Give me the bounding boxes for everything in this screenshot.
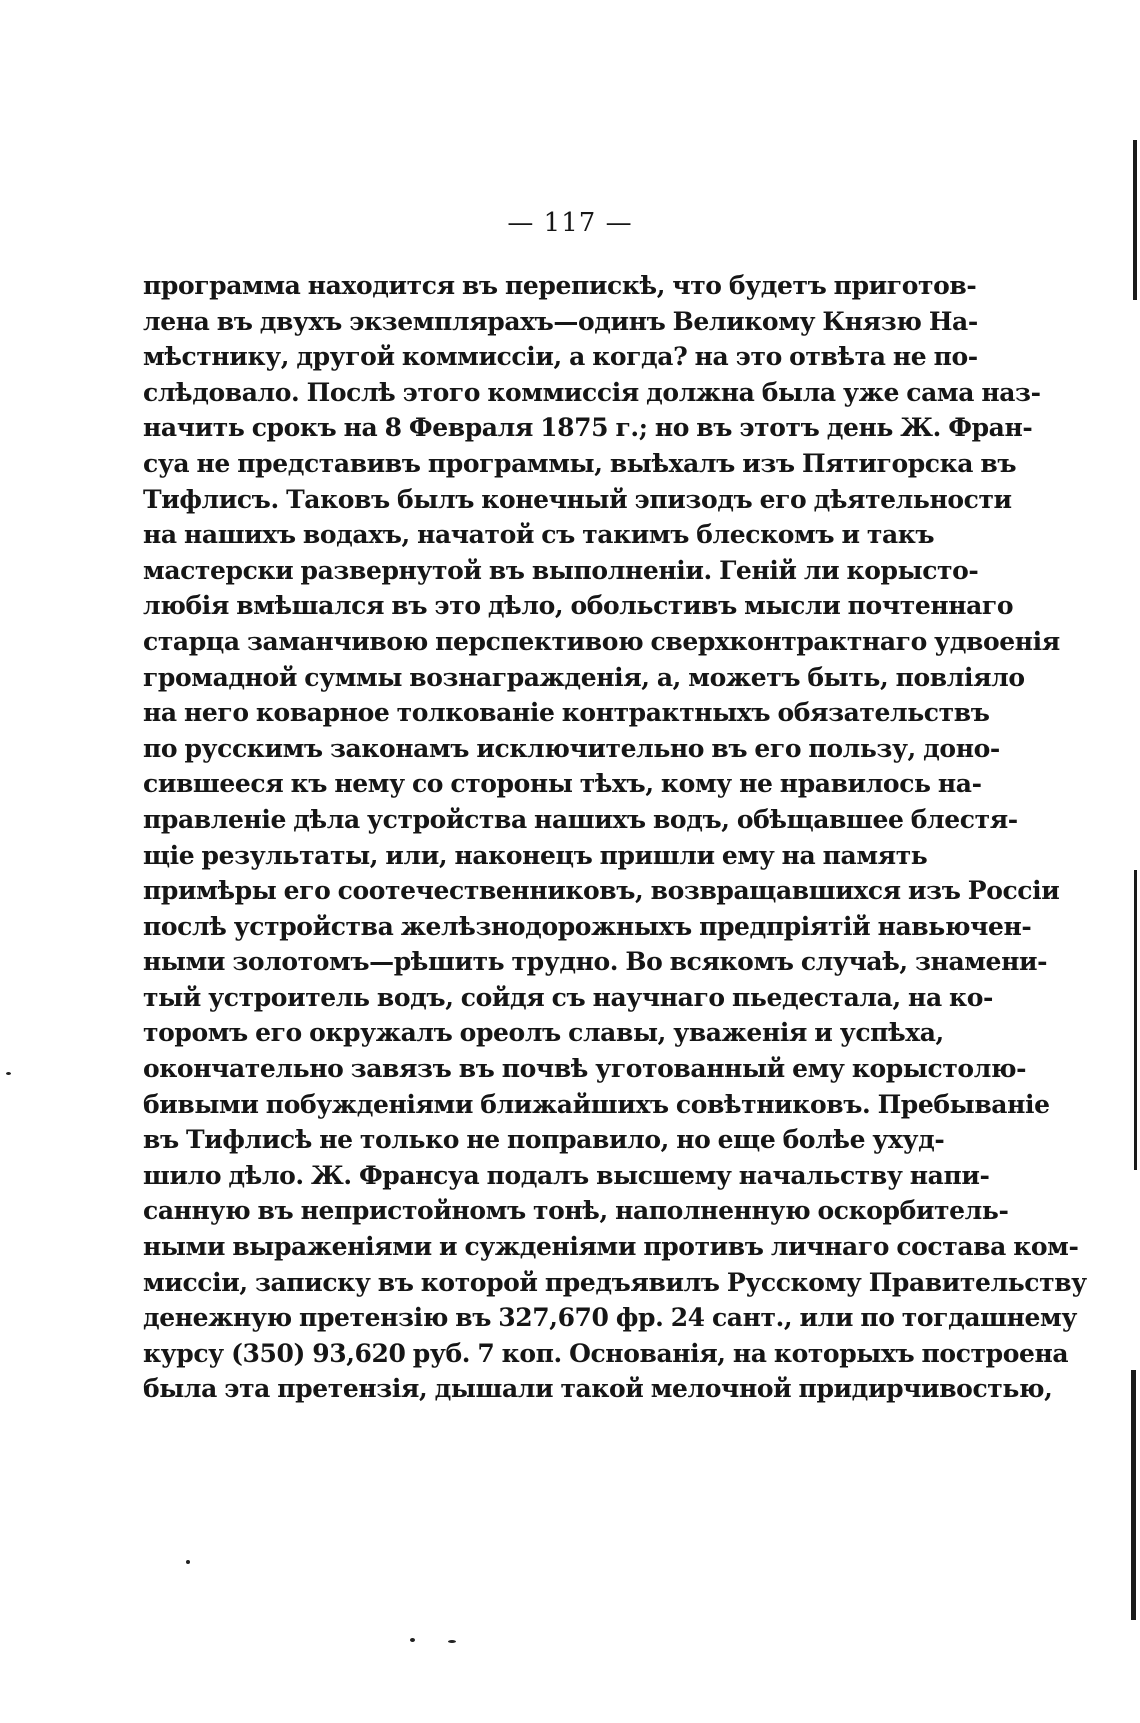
- text-line: мѣстнику, другой коммиссіи, а когда? на это отвѣта не по-: [143, 342, 978, 372]
- text-line: суа не представивъ программы, выѣхалъ изъ Пятигорска въ: [143, 448, 1017, 478]
- text-line: шило дѣло. Ж. Франсуа подалъ высшему начальству напи-: [143, 1160, 990, 1190]
- text-line: послѣ устройства желѣзнодорожныхъ предпріятій навьючен-: [143, 911, 1032, 941]
- text-line: щіе результаты, или, наконецъ пришли ему на память: [143, 840, 928, 870]
- scan-edge-lower: [1131, 1370, 1136, 1620]
- text-line: на него коварное толкованіе контрактныхъ обязательствъ: [143, 698, 990, 728]
- text-line: правленіе дѣла устройства нашихъ водъ, обѣщавшее блестя-: [143, 804, 1018, 834]
- text-line: программа находится въ перепискѣ, что будетъ приготов-: [143, 271, 977, 300]
- scan-speck: [410, 1638, 415, 1642]
- text-line: была эта претензія, дышали такой мелочной придирчивостью,: [143, 1374, 1053, 1404]
- text-line: начить срокъ на 8 Февраля 1875 г.; но въ этотъ день Ж. Фран-: [143, 413, 1033, 443]
- text-line: бивыми побужденіями ближайшихъ совѣтниковъ. Пребываніе: [143, 1089, 1050, 1119]
- text-line: старца заманчивою перспективою сверхконтрактнаго удвоенія: [143, 626, 1060, 656]
- scan-speck: [186, 1560, 190, 1564]
- text-line: торомъ его окружалъ ореолъ славы, уваженія и успѣха,: [143, 1018, 944, 1048]
- text-line: окончательно завязъ въ почвѣ уготованный ему корыстолю-: [143, 1054, 1027, 1084]
- text-line: курсу (350) 93,620 руб. 7 коп. Основанія, на которыхъ построена: [143, 1338, 1069, 1368]
- scan-edge-upper: [1133, 140, 1137, 300]
- text-line: примѣры его соотечественниковъ, возвращавшихся изъ Россіи: [143, 876, 1060, 906]
- text-line: ными золотомъ—рѣшить трудно. Во всякомъ случаѣ, знамени-: [143, 947, 1048, 977]
- body-text: [143, 268, 1087, 1407]
- text-line: на нашихъ водахъ, начатой съ такимъ блескомъ и такъ: [143, 520, 935, 550]
- text-line: любія вмѣшался въ это дѣло, обольстивъ мысли почтеннаго: [143, 591, 1014, 621]
- text-line: лена въ двухъ экземплярахъ—одинъ Великому Князю На-: [143, 306, 978, 336]
- scan-speck: [6, 1072, 11, 1075]
- text-line: тый устроитель водъ, сойдя съ научнаго пьедестала, на ко-: [143, 982, 993, 1012]
- text-line: слѣдовало. Послѣ этого коммиссія должна была уже сама наз-: [143, 377, 1041, 407]
- scan-edge-middle: [1134, 870, 1137, 1170]
- page-number: — 117 —: [507, 208, 633, 238]
- scan-speck: [448, 1640, 456, 1643]
- text-line: Тифлисъ. Таковъ былъ конечный эпизодъ его дѣятельности: [143, 484, 1012, 514]
- text-line: по русскимъ законамъ исключительно въ его пользу, доно-: [143, 733, 1000, 763]
- text-line: мастерски развернутой въ выполненіи. Геній ли корысто-: [143, 555, 979, 585]
- text-line: громадной суммы вознагражденія, а, можетъ быть, повліяло: [143, 662, 1025, 692]
- text-line: въ Тифлисѣ не только не поправило, но еще болѣе ухуд-: [143, 1125, 945, 1155]
- text-line: сившееся къ нему со стороны тѣхъ, кому не нравилось на-: [143, 769, 982, 799]
- text-line: санную въ непристойномъ тонѣ, наполненную оскорбитель-: [143, 1196, 1009, 1226]
- text-line: миссіи, записку въ которой предъявилъ Русскому Правительству: [143, 1267, 1087, 1297]
- text-line: денежную претензію въ 327,670 фр. 24 сант., или по тогдашнему: [143, 1303, 1077, 1333]
- text-line: ными выраженіями и сужденіями противъ личнаго состава ком-: [143, 1232, 1079, 1262]
